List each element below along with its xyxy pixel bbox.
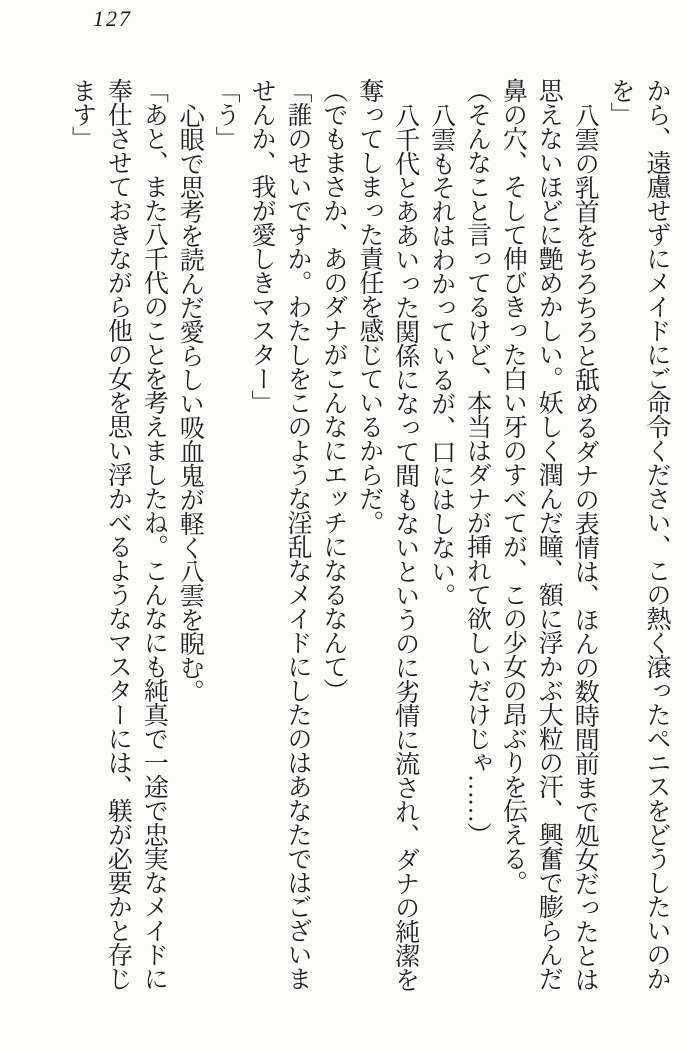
text-line: 八雲の乳首をちろちろと舐めるダナの表情は、ほんの数時間前まで処女だったとは bbox=[571, 103, 599, 991]
text-line: せんか、我が愛しきマスター」 bbox=[248, 78, 276, 414]
text-line: 「あと、また八千代のことを考えましたね。こんなにも純真で一途で忠実なメイドに bbox=[140, 78, 168, 990]
text-line: 「う」 bbox=[212, 78, 240, 150]
text-line: 奪ってしまった責任を感じているからだ。 bbox=[355, 78, 383, 534]
text-line: （そんなこと言ってるけど、本当はダナが挿れて欲しいだけじゃ……） bbox=[463, 78, 491, 846]
text-line: 心眼で思考を読んだ愛らしい吸血鬼が軽く八雲を睨む。 bbox=[176, 103, 204, 703]
text-line: 八千代とああいった関係になって間もないというのに劣情に流され、ダナの純潔を bbox=[391, 103, 419, 991]
text-line: ます」 bbox=[68, 78, 96, 150]
text-line: から、遠慮せずにメイドにご命令ください、この熱く滾ったペニスをどうしたいのか bbox=[643, 78, 670, 990]
text-line: 鼻の穴、そして伸びきった白い牙のすべてが、この少女の昂ぶりを伝える。 bbox=[499, 78, 527, 894]
text-line: を」 bbox=[607, 78, 635, 126]
text-line: 思えないほどに艶めかしい。妖しく潤んだ瞳、額に浮かぶ大粒の汗、興奮で膨らんだ bbox=[535, 78, 563, 990]
text-column-block bbox=[64, 78, 674, 1013]
text-line: 奉仕させておきながら他の女を思い浮かべるようなマスターには、躾が必要かと存じ bbox=[104, 78, 132, 990]
text-line: （でもまさか、あのダナがこんなにエッチになるなんて） bbox=[319, 78, 347, 702]
text-line: 「誰のせいですか。わたしをこのような淫乱なメイドにしたのはあなたではございま bbox=[283, 78, 311, 990]
text-line: 八雲もそれはわかっているが、口にはしない。 bbox=[427, 103, 455, 607]
page-number: 127 bbox=[93, 6, 132, 31]
